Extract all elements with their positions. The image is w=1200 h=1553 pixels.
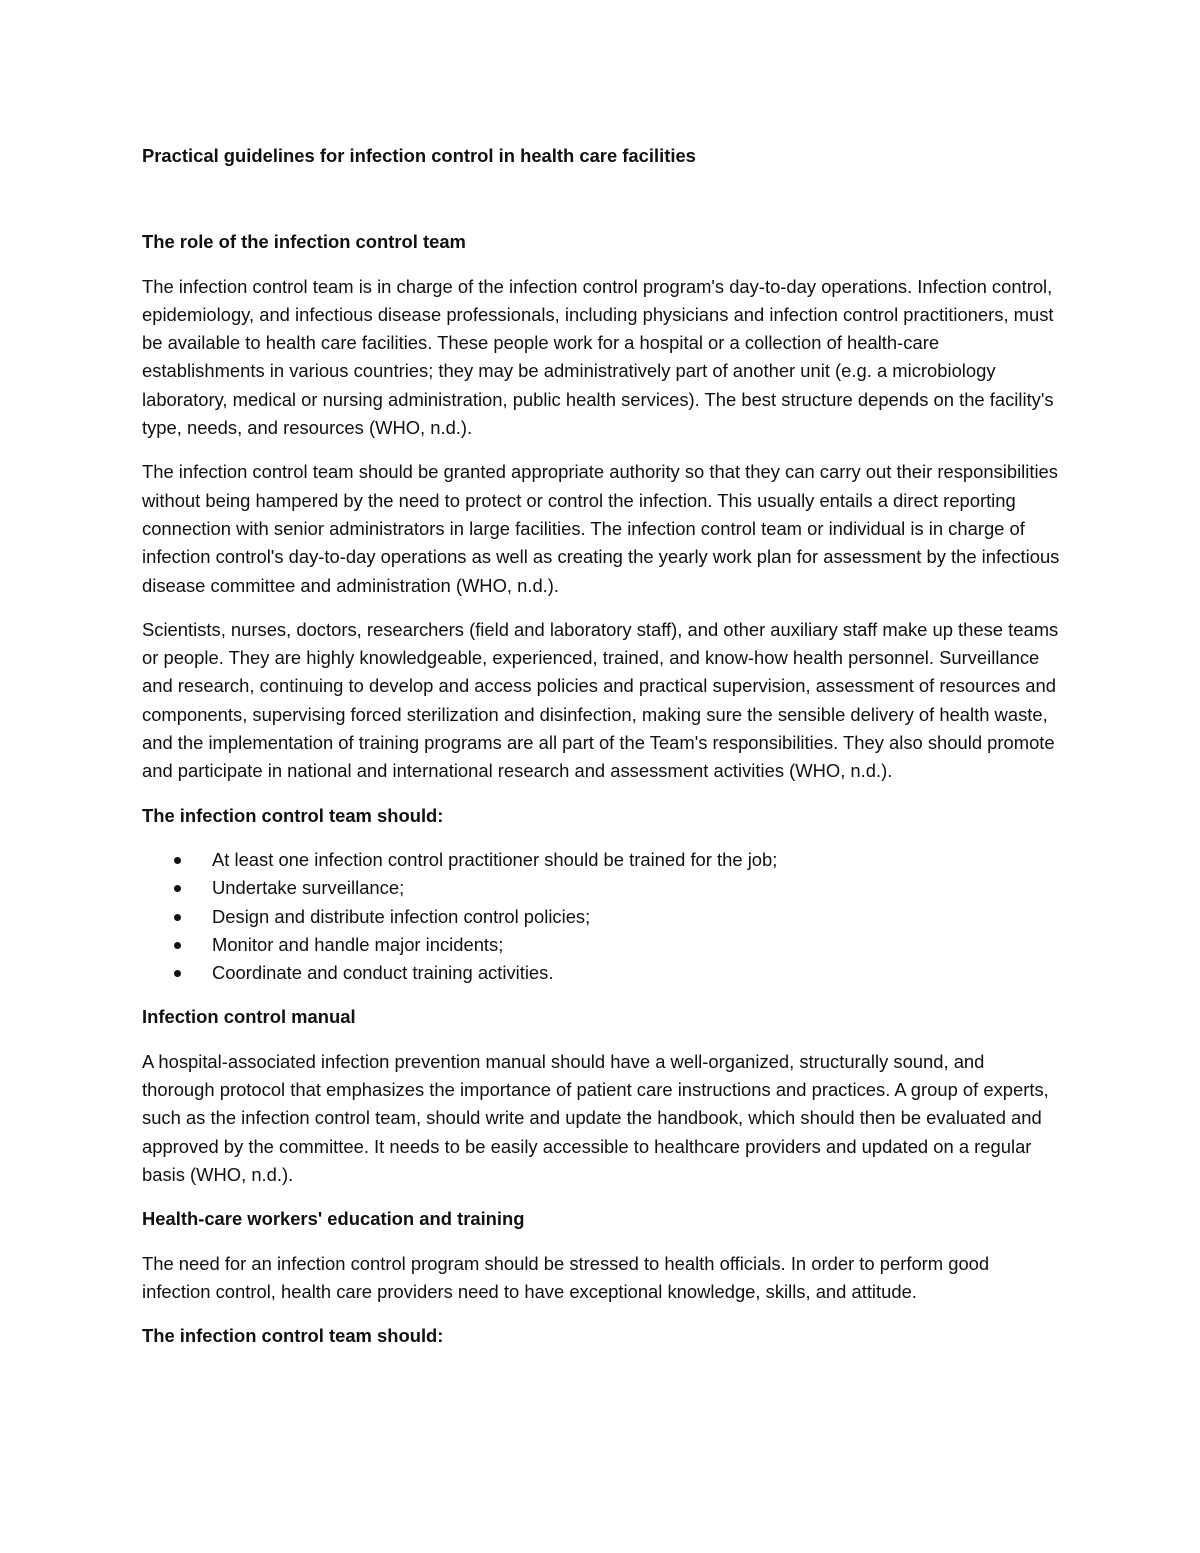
- list-item: [142, 874, 1062, 902]
- list-item-text: Coordinate and conduct training activities.: [212, 962, 554, 984]
- section-heading-role: The role of the infection control team: [142, 231, 466, 253]
- paragraph-role-1: The infection control team is in charge of the infection control program's day-to-day operations. Infection control, epidemiology, and infectious disease professionals, including physicians and infection control practitioners, must be available to health care facilities. These people work for a hospital or a collection of health-care establishments in various countries; they may be administratively part of another unit (e.g. a microbiology laboratory, medical or nursing administration, public health services). The best structure depends on the facility's type, needs, and resources (WHO, n.d.).: [142, 275, 1054, 439]
- bullet-icon: [174, 942, 181, 949]
- paragraph-manual: A hospital-associated infection prevention manual should have a well-organized, structurally sound, and thorough protocol that emphasizes the importance of patient care instructions and practices. A group of experts, such as the infection control team, should write and update the handbook, which should then be evaluated and approved by the committee. It needs to be easily accessible to healthcare providers and updated on a regular basis (WHO, n.d.).: [142, 1050, 1049, 1185]
- list-item: [142, 931, 1062, 959]
- paragraph-role-2: The infection control team should be granted appropriate authority so that they can carry out their responsibilities without being hampered by the need to protect or control the infection. This usually entails a direct reporting connection with senior administrators in large facilities. The infection control team or individual is in charge of infection control's day-to-day operations as well as creating the yearly work plan for assessment by the infectious disease committee and administration (WHO, n.d.).: [142, 461, 1060, 596]
- document-body: [142, 142, 1062, 1366]
- bullet-icon: [174, 914, 181, 921]
- section-heading-manual: Infection control manual: [142, 1006, 356, 1028]
- bullet-icon: [174, 970, 181, 977]
- document-title: Practical guidelines for infection control in health care facilities: [142, 145, 696, 166]
- list-item: [142, 959, 1062, 987]
- list-item-text: Undertake surveillance;: [212, 877, 405, 899]
- bullet-icon: [174, 885, 181, 892]
- bullet-icon: [174, 857, 181, 864]
- list-item: [142, 903, 1062, 931]
- section-heading-team-should-2: The infection control team should:: [142, 1325, 444, 1347]
- section-heading-team-should: The infection control team should:: [142, 804, 444, 826]
- paragraph-role-3: Scientists, nurses, doctors, researchers (field and laboratory staff), and other auxiliary staff make up these teams or people. They are highly knowledgeable, experienced, trained, and know-how health personnel. Surveillance and research, continuing to develop and access policies and practical supervision, assessment of resources and components, supervising forced sterilization and disinfection, making sure the sensible delivery of health waste, and the implementation of training programs are all part of the Team's responsibilities. They also should promote and participate in national and international research and assessment activities (WHO, n.d.).: [142, 618, 1059, 782]
- section-heading-education: Health-care workers' education and training: [142, 1208, 525, 1230]
- paragraph-education: The need for an infection control program should be stressed to health officials. In order to perform good infection control, health care providers need to have exceptional knowledge, skills, and attitude.: [142, 1252, 990, 1302]
- list-item: [142, 846, 1062, 874]
- list-item-text: At least one infection control practitioner should be trained for the job;: [212, 848, 778, 870]
- team-duties-list: [142, 846, 1062, 987]
- list-item-text: Design and distribute infection control policies;: [212, 905, 591, 927]
- list-item-text: Monitor and handle major incidents;: [212, 933, 504, 955]
